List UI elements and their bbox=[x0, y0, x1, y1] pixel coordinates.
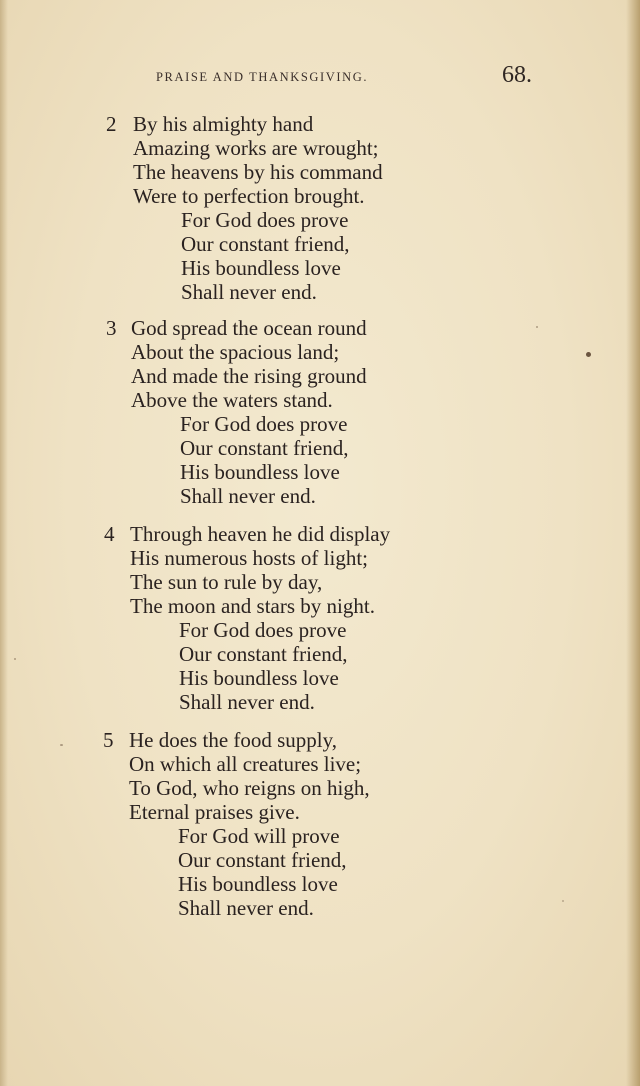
page-left-edge bbox=[0, 0, 8, 1086]
verse-line: And made the rising ground bbox=[131, 364, 367, 388]
verse-line: God spread the ocean round bbox=[131, 316, 367, 340]
verse-number: 2 bbox=[106, 112, 117, 136]
paper-speck bbox=[562, 900, 564, 902]
refrain-line: For God does prove bbox=[180, 412, 348, 436]
refrain-line: For God does prove bbox=[181, 208, 349, 232]
refrain-line: Our constant friend, bbox=[180, 436, 349, 460]
refrain-line: Shall never end. bbox=[181, 280, 317, 304]
refrain-line: His boundless love bbox=[181, 256, 341, 280]
page-header bbox=[0, 62, 640, 94]
verse-line: Were to perfection brought. bbox=[133, 184, 365, 208]
verse-line: On which all creatures live; bbox=[129, 752, 362, 776]
refrain-line: Our constant friend, bbox=[181, 232, 350, 256]
verse-number: 3 bbox=[106, 316, 117, 340]
verse-line: About the spacious land; bbox=[131, 340, 340, 364]
verse-line: Eternal praises give. bbox=[129, 800, 300, 824]
paper-speck bbox=[60, 744, 63, 746]
refrain-line: His boundless love bbox=[180, 460, 340, 484]
refrain-line: Shall never end. bbox=[178, 896, 314, 920]
verse-number: 5 bbox=[103, 728, 114, 752]
refrain-line: For God will prove bbox=[178, 824, 340, 848]
verse-line: His numerous hosts of light; bbox=[130, 546, 369, 570]
verse-line: He does the food supply, bbox=[129, 728, 338, 752]
verse-line: The moon and stars by night. bbox=[130, 594, 375, 618]
refrain-line: His boundless love bbox=[178, 872, 338, 896]
verse-line: Amazing works are wrought; bbox=[133, 136, 379, 160]
refrain-line: His boundless love bbox=[179, 666, 339, 690]
verse-line: By his almighty hand bbox=[133, 112, 314, 136]
refrain-line: Shall never end. bbox=[179, 690, 315, 714]
verse-number: 4 bbox=[104, 522, 115, 546]
verse-line: Above the waters stand. bbox=[131, 388, 333, 412]
refrain-line: Our constant friend, bbox=[178, 848, 347, 872]
paper-speck bbox=[536, 326, 538, 328]
paper-speck bbox=[586, 352, 591, 357]
page-right-edge bbox=[626, 0, 640, 1086]
verse-line: To God, who reigns on high, bbox=[129, 776, 370, 800]
running-title: PRAISE AND THANKSGIVING. bbox=[156, 70, 369, 84]
refrain-line: Shall never end. bbox=[180, 484, 316, 508]
verse-line: The heavens by his command bbox=[133, 160, 383, 184]
refrain-line: For God does prove bbox=[179, 618, 347, 642]
verse-line: Through heaven he did display bbox=[130, 522, 391, 546]
refrain-line: Our constant friend, bbox=[179, 642, 348, 666]
verse-line: The sun to rule by day, bbox=[130, 570, 323, 594]
page-number: 68. bbox=[502, 62, 532, 88]
paper-speck bbox=[14, 658, 16, 660]
